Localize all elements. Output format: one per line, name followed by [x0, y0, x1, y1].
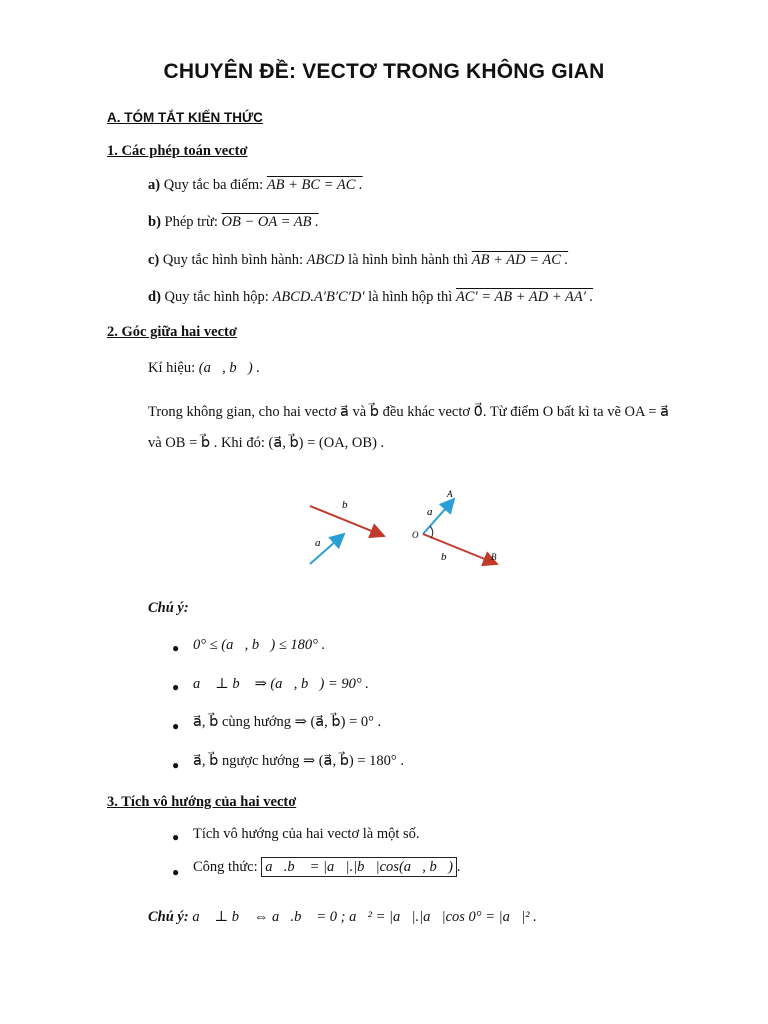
- rule-a-text: Quy tắc ba điểm:: [163, 177, 264, 193]
- bullet-dot: ●: [172, 758, 180, 772]
- note-label-3: Chú ý:: [148, 909, 189, 925]
- point-o-label: O: [412, 530, 419, 540]
- rule-d-shape: ABCD.A′B′C′D′: [272, 289, 365, 305]
- angle-note-1: 0° ≤ (a⃗, b⃗) ≤ 180° .: [193, 637, 326, 653]
- bullet-dot: ●: [172, 680, 180, 694]
- angle-note-4: a⃗, b⃗ ngược hướng ⇒ (a⃗, b⃗) = 180° .: [193, 753, 404, 769]
- rule-b-formula: OB − OA = AB .: [221, 214, 319, 230]
- section-3-heading: 3. Tích vô hướng của hai vectơ: [107, 794, 297, 810]
- note-label-2: Chú ý:: [148, 600, 189, 616]
- rule-c-formula: AB + AD = AC .: [471, 252, 569, 268]
- point-a-label: A: [447, 489, 453, 499]
- notation-line: [148, 360, 260, 377]
- notation-label: Kí hiệu:: [148, 360, 196, 376]
- rule-a: [148, 177, 363, 194]
- point-b-label: B: [491, 552, 497, 562]
- vector-angle-figure: [300, 484, 510, 576]
- rule-c-shape: ABCD: [306, 252, 345, 268]
- section-a-heading: A. TÓM TẮT KIẾN THỨC: [107, 110, 263, 125]
- bullet-dot: ●: [172, 719, 180, 733]
- right-vector-a-label: a⃗: [427, 506, 442, 518]
- rule-b-label: b): [148, 214, 161, 230]
- angle-note-3: a⃗, b⃗ cùng hướng ⇒ (a⃗, b⃗) = 0° .: [193, 714, 382, 730]
- rule-b: [148, 214, 319, 231]
- angle-note-2: a⃗ ⊥ b⃗ ⇒ (a⃗, b⃗) = 90° .: [193, 676, 369, 692]
- note-text-3: a⃗ ⊥ b⃗ ⇔ a⃗.b⃗ = 0 ; a⃗² = |a⃗|.|a⃗|cos 0° = |a⃗|² .: [192, 909, 537, 925]
- rule-d-label: d): [148, 289, 161, 305]
- angle-definition-line-2: và OB = b⃗ . Khi đó: (a⃗, b⃗) = (OA, OB) .: [148, 435, 385, 451]
- dot-product-formula: a⃗.b⃗ = |a⃗|.|b⃗|cos(a⃗, b⃗): [261, 857, 457, 877]
- right-vector-b-label: b⃗: [441, 551, 456, 563]
- rule-b-text: Phép trừ:: [164, 214, 218, 230]
- rule-a-label: a): [148, 177, 161, 193]
- notation-formula: (a⃗, b⃗) .: [198, 360, 260, 376]
- rule-c-mid: là hình bình hành thì: [348, 252, 469, 268]
- dot-product-note: [148, 909, 537, 926]
- angle-definition-line-1: Trong không gian, cho hai vectơ a⃗ và b⃗ đều khác vectơ 0⃗. Từ điểm O bất kì ta vẽ OA = a⃗: [148, 404, 670, 420]
- rule-a-formula: AB + BC = AC .: [266, 177, 363, 193]
- vector-ob-arrow: [423, 534, 497, 564]
- dot-product-definition: Tích vô hướng của hai vectơ là một số.: [193, 826, 420, 842]
- section-1-heading: 1. Các phép toán vectơ: [107, 143, 248, 159]
- bullet-dot: ●: [172, 830, 180, 844]
- rule-c-text: Quy tắc hình bình hành:: [162, 252, 304, 268]
- rule-c-label: c): [148, 252, 160, 268]
- formula-label: Công thức:: [193, 859, 258, 875]
- left-vector-b-label: b⃗: [342, 499, 357, 511]
- section-2-heading: 2. Góc giữa hai vectơ: [107, 324, 237, 340]
- rule-c: [148, 252, 568, 269]
- rule-d: [148, 289, 593, 306]
- left-vector-a-label: a⃗: [315, 537, 330, 549]
- dot-product-formula-line: Công thức: a⃗.b⃗ = |a⃗|.|b⃗|cos(a⃗, b⃗) .: [193, 859, 461, 875]
- rule-d-mid: là hình hộp thì: [368, 289, 453, 305]
- bullet-dot: ●: [172, 865, 180, 879]
- rule-d-text: Quy tắc hình hộp:: [164, 289, 269, 305]
- document-title: CHUYÊN ĐỀ: VECTƠ TRONG KHÔNG GIAN: [163, 60, 605, 83]
- bullet-dot: ●: [172, 641, 180, 655]
- rule-d-formula: AC′ = AB + AD + AA′ .: [455, 289, 594, 305]
